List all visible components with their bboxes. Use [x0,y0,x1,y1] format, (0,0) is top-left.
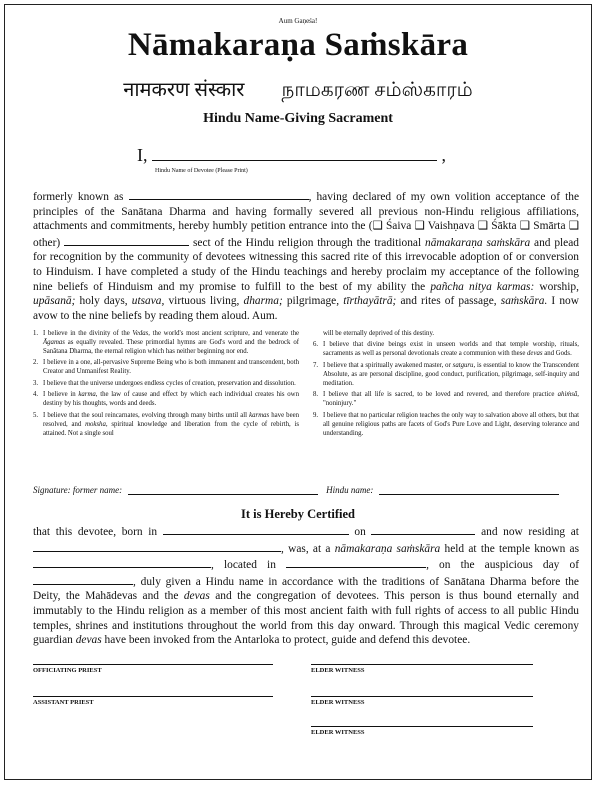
petition-text: pilgrimage, [286,295,340,308]
auspicious-day-field[interactable] [33,573,133,585]
certified-heading: It is Hereby Certified [241,507,355,521]
devanagari-title: नामकरण संस्कार [123,79,245,101]
belief-text-part: I believe that a spiritually awakened master, or [323,361,453,369]
belief-italic: ahiṁsā [557,391,578,399]
belief-item [313,329,579,338]
belief-italic: moksha [85,420,106,428]
cert-text: on [354,526,366,538]
belief-text: I believe that no particular religion teaches the only way to salvation above all others, but that all genuine religious paths are facets of God's Pure Love and Light, deserving tolerance and understanding. [323,411,579,437]
belief-number: 2. [33,359,39,367]
petition-text: , having declared of my own volition acceptance of the principles of the Sanātana Dharma and having formally severed all previous non-Hindu religious affiliations, attachments and commitments, hereby humbly petition entrance into the (❑ Śaiva ❑ Vaishṇava ❑ Śākta ❑ Smārta ❑ other) [33,191,580,249]
former-name-signature-field[interactable] [128,485,318,495]
belief-text-part: I believe in [43,391,79,399]
belief-text [323,340,579,358]
script-titles [5,75,591,104]
petition-italic: pañcha nitya karmas: [430,280,535,293]
belief-text-part: I believe that all life is sacred, to be loved and revered, and therefore practice [323,391,558,399]
belief-text-part: , spiritual knowledge and liberation from the cycle of rebirth, is attained. Not a single soul [43,420,300,437]
cert-italic: devas [75,634,102,647]
petition-italic: utsava, [131,295,165,308]
name-caption: Hindu Name of Devotee (Please Print) [155,168,248,174]
belief-item [313,361,579,388]
petition-text: holy days, [79,295,128,308]
petition-text: and rites of passage, [400,295,497,308]
belief-number: 6. [313,341,319,349]
petition-text: worship, [539,280,579,293]
belief-item [33,329,299,356]
petition-text: I now avow to the nine beliefs by reading them aloud. Aum. [33,295,579,322]
sect-field[interactable] [64,234,189,246]
belief-text [323,390,579,408]
belief-text: I believe in a one, all-pervasive Supreme Being who is both immanent and transcendent, both Creator and Unmanifest Reality. [43,359,299,376]
belief-text: I believe that the universe undergoes endless cycles of creation, preservation and dissolution. [43,379,296,387]
belief-number: 1. [33,330,39,337]
belief-item [313,390,579,408]
petition-paragraph [33,188,579,323]
certification-paragraph [33,523,579,648]
invocation: Aum Gaṇeśa! [278,17,318,25]
belief-italic: Vedas [132,330,149,337]
cert-text: held at the temple known as [444,542,580,555]
belief-text: will be eternally deprived of this destiny. [323,330,435,337]
belief-text-part: I believe in the divinity of the [43,330,133,337]
cert-italic: devas [183,590,210,603]
petition-text: virtuous living, [168,295,240,308]
petition-text: sect of the Hindu religion through the traditional [192,236,422,249]
belief-text [43,411,299,438]
cert-text: and now residing at [481,526,579,538]
belief-item [313,340,579,358]
belief-number: 5. [33,411,39,419]
elder-witness-signature[interactable]: ELDER WITNESS [311,696,533,706]
petition-italic: tīrthayātrā; [343,295,397,308]
subtitle: Hindu Name-Giving Sacrament [203,111,393,126]
belief-number: 8. [313,391,319,399]
temple-field[interactable] [33,556,211,568]
signature-row [33,485,579,495]
petition-text: formerly known as [33,191,124,203]
cert-text: , was, at a [281,542,331,555]
officiating-priest-signature[interactable]: OFFICIATING PRIEST [33,664,273,674]
former-name-field[interactable] [129,188,309,200]
comma: , [441,145,446,165]
belief-text-part: I believe that divine beings exist in unseen worlds and that temple worship, rituals, sacraments as well as personal devotionals create a communion with these [323,341,579,358]
belief-text [43,390,299,408]
tamil-title: நாமகரண சம்ஸ்காரம் [281,79,473,101]
belief-italic: karma [78,391,96,399]
belief-text [323,361,579,388]
elder-witness-signature[interactable]: ELDER WITNESS [311,726,533,736]
belief-number: 4. [33,391,39,399]
cert-text: that this devotee, born in [33,526,158,538]
belief-item [33,379,299,388]
assistant-priest-signature[interactable]: ASSISTANT PRIEST [33,696,273,706]
belief-item [313,411,579,438]
cert-text: have been invoked from the Antarloka to protect, guide and defend this devotee. [104,634,471,647]
belief-text-part: , is essential to know the Transcendent Absolute, as are personal discipline, good conduct, purification, pilgrimage, self-inquiry and meditation. [323,361,579,387]
hindu-name-signature-label: Hindu name: [326,485,374,495]
petition-italic: dharma; [243,295,283,308]
beliefs-column-right [313,329,579,440]
belief-italic: karmas [249,411,270,419]
belief-text-part: , the world's most ancient scripture, and venerate the [148,330,299,337]
birthplace-field[interactable] [163,523,349,535]
belief-item [33,358,299,376]
i-label: I, [137,145,148,165]
cert-italic: nāmakaraṇa saṁskāra [334,542,441,555]
belief-text-part: and Gods. [542,350,572,358]
belief-text-part: have been resolved, and [43,411,300,428]
belief-number: 3. [33,379,39,387]
petition-italic: upāsanā; [33,295,76,308]
residence-field[interactable] [33,540,281,552]
belief-item [33,390,299,408]
belief-italic: satguru [452,361,474,369]
belief-number [313,329,323,338]
cert-text: and the congregation of devotees. This person is thus bound eternally and immutably to the Hindu religion as a member of this most ancient faith with full rights of access to all public Hindu temples, shrines and institutions throughout the world from this day onward. Through this magical Vedic ceremony guardian [33,590,579,647]
birthdate-field[interactable] [371,523,475,535]
belief-italic: Āgamas [43,339,65,346]
location-field[interactable] [286,556,426,568]
belief-text-part: , "noninjury." [323,391,579,408]
beliefs-column-left [33,329,299,440]
page-title: Nāmakaraṇa Saṁskāra [127,27,469,63]
belief-text-part: as equally revealed. These primordial hymns are God's word and the bedrock of Sanātana Dharma, the eternal religion which has neither beginning nor end. [43,339,299,355]
cert-text: , located in [211,559,276,572]
hindu-name-field[interactable] [152,146,437,161]
hindu-name-signature-field[interactable] [379,485,559,495]
petition-italic: nāmakaraṇa saṁskāra [425,236,531,249]
belief-item [33,411,299,438]
elder-witness-signature[interactable]: ELDER WITNESS [311,664,533,674]
cert-text: , duly given a Hindu name in accordance with the traditions of Sanātana Dharma before the Deity, the Mahādevas and the [33,575,579,603]
belief-text-part: , the law of cause and effect by which each individual creates his own destiny by his thoughts, words and deeds. [43,391,299,408]
certificate-page [4,4,592,780]
belief-text [43,329,299,356]
devotee-name-line [137,145,477,166]
belief-number: 9. [313,411,319,419]
petition-italic: saṁskāra. [500,295,548,308]
petition-text: and plead for recognition by the community of devotees witnessing this sacred rite of this irrevocable adoption of or conversion to Hinduism. I have completed a study of the Hindu teachings and hereby proclaim my acceptance of the following nine beliefs of Hinduism and my promise to fulfill to the best of my ability the [33,236,579,293]
belief-italic: devas [527,350,543,358]
former-name-signature-label: Signature: former name: [33,485,123,495]
belief-number: 7. [313,361,319,369]
belief-text-part: I believe that the soul reincarnates, evolving through many births until all [43,411,250,419]
cert-text: , on the auspicious day of [426,559,579,572]
nine-beliefs [33,329,579,440]
